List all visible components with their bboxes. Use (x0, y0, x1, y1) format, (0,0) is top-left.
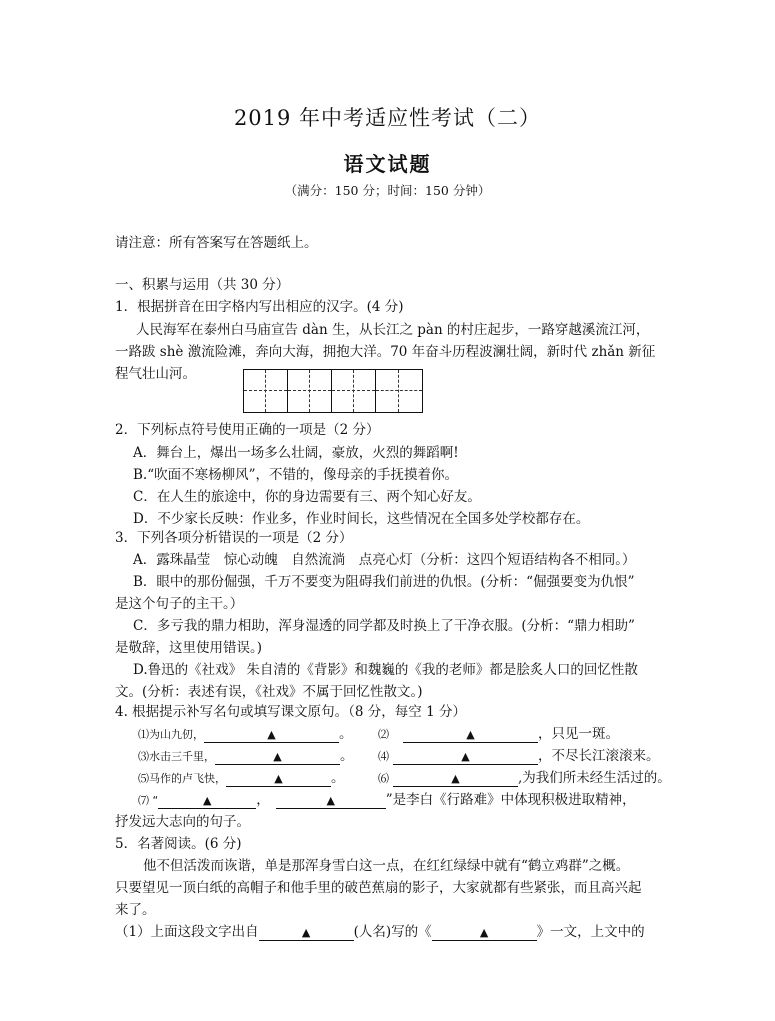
answer-blank[interactable]: ▲ (158, 793, 256, 809)
q4-item-3: ⑶水击三千里， ▲ 。 (138, 748, 354, 764)
q1-prompt: 1．根据拼音在田字格内写出相应的汉字。(4 分) (115, 299, 404, 315)
q4-item-6: ⑹ ▲ ,为我们所未经生活过的。 (378, 770, 671, 786)
notice: 请注意：所有答案写在答题纸上。 (115, 235, 318, 251)
q3-option-d-cont: 文。(分析：表述有误，《社戏》不属于回忆性散文。) (115, 684, 423, 700)
exam-title: 2019 年中考适应性考试（二） (233, 106, 542, 130)
q3-prompt: 3．下列各项分析错误的一项是（2 分） (115, 530, 353, 546)
q5-passage-line: 来了。 (115, 902, 156, 918)
tianzige-cell[interactable] (244, 370, 288, 412)
q4-item-2: ⑵ ▲ ，只见一斑。 (378, 726, 619, 742)
score-time: （满分：150 分；时间：150 分钟） (284, 183, 491, 198)
q2-option-d[interactable]: D．不少家长反映：作业多，作业时间长，这些情况在全国多处学校都存在。 (133, 511, 590, 527)
q2-prompt: 2．下列标点符号使用正确的一项是（2 分） (115, 422, 380, 438)
answer-blank[interactable]: ▲ (403, 727, 538, 743)
q2-option-b[interactable]: B.“吹面不寒杨柳风”，不错的，像母亲的手抚摸着你。 (133, 467, 459, 483)
q4-item-7-cont: 抒发远大志向的句子。 (115, 814, 250, 830)
q5-prompt: 5．名著阅读。(6 分) (115, 836, 242, 852)
q4-item-5: ⑸马作的卢飞快， ▲ 。 (138, 770, 345, 786)
q5-passage-line: 他不但活泼而诙谐，单是那浑身雪白这一点，在红红绿绿中就有“鹤立鸡群”之概。 (143, 858, 630, 874)
q1-text-line: 一路跋 shè 激流险滩，奔向大海，拥抱大洋。70 年奋斗历程波澜壮阔，新时代 zhǎn 新征 (115, 344, 656, 360)
q3-option-c[interactable]: C．多亏我的鼎力相助，浑身湿透的同学都及时换上了干净衣服。(分析：“鼎力相助” (133, 618, 635, 634)
tianzige-grid (243, 369, 423, 413)
q4-item-4: ⑷ ▲ ，不尽长江滚滚来。 (378, 748, 660, 764)
answer-blank[interactable]: ▲ (276, 793, 386, 809)
answer-blank[interactable]: ▲ (226, 771, 331, 787)
q3-option-b[interactable]: B．眼中的那份倔强，千万不要变为阻碍我们前进的仇恨。(分析：“倔强要变为仇恨” (133, 574, 635, 590)
q3-option-a[interactable]: A．露珠晶莹 惊心动魄 自然流淌 点亮心灯（分析：这四个短语结构各不相同。） (133, 552, 636, 568)
answer-blank[interactable]: ▲ (204, 727, 339, 743)
tianzige-cell[interactable] (288, 370, 332, 412)
q1-text-line: 程气壮山河。 (115, 366, 196, 382)
q1-text-line: 人民海军在泰州白马庙宣告 dàn 生，从长江之 pàn 的村庄起步，一路穿越溪流江河， (136, 322, 650, 338)
q4-prompt: 4. 根据提示补写名句或填写课文原句。（8 分，每空 1 分） (115, 704, 466, 720)
tianzige-cell[interactable] (376, 370, 422, 412)
q4-item-1: ⑴为山九仞， ▲ 。 (138, 726, 353, 742)
q4-item-text: ⑴为山九仞， (138, 728, 204, 741)
section-heading: 一、积累与运用（共 30 分） (115, 277, 290, 293)
answer-blank[interactable]: ▲ (393, 749, 538, 765)
author-blank[interactable]: ▲ (259, 925, 354, 941)
q5-sub-1: （1）上面这段文字出自 ▲ (人名)写的《 ▲ 》一文，上文中的 (115, 924, 645, 940)
q3-option-c-cont: 是敬辞，这里使用错误。) (115, 640, 263, 656)
answer-blank[interactable]: ▲ (215, 749, 340, 765)
q3-option-d[interactable]: D.鲁迅的《社戏》 朱自清的《背影》和魏巍的《我的老师》都是脍炙人口的回忆性散 (133, 662, 638, 678)
q5-passage-line: 只要望见一顶白纸的高帽子和他手里的破芭蕉扇的影子，大家就都有些紧张，而且高兴起 (115, 880, 642, 896)
subject-title: 语文试题 (343, 152, 432, 176)
q2-option-c[interactable]: C．在人生的旅途中，你的身边需要有三、两个知心好友。 (133, 489, 481, 505)
q2-option-a[interactable]: A．舞台上，爆出一场多么壮阔，豪放，火烈的舞蹈啊! (133, 445, 459, 461)
q3-option-b-cont: 是这个句子的主干。） (115, 596, 244, 612)
q4-item-7: ⑺ “ ▲ ， ▲ ”是李白《行路难》中体现积极进取精神， (138, 792, 636, 808)
tianzige-cell[interactable] (332, 370, 376, 412)
answer-blank[interactable]: ▲ (393, 771, 518, 787)
title-blank[interactable]: ▲ (432, 925, 537, 941)
